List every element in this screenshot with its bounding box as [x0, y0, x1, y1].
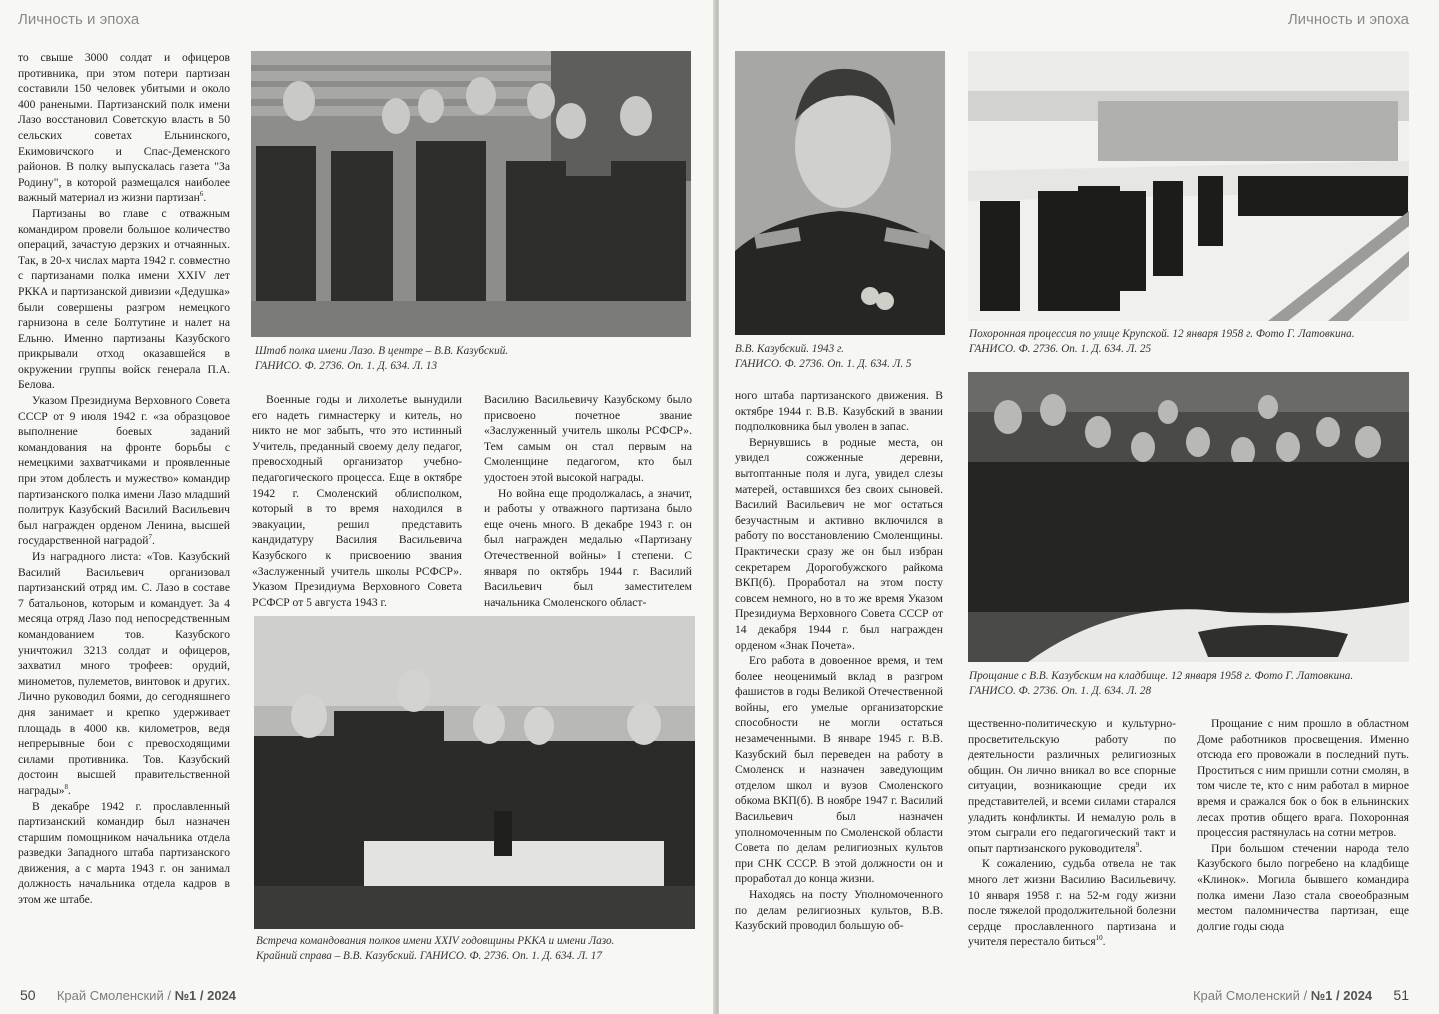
page-number: 51 — [1393, 987, 1409, 1003]
photo-commanders-meeting-image — [254, 616, 695, 929]
footnote-ref: 7 — [148, 533, 152, 542]
running-head: Личность и эпоха — [1287, 11, 1409, 28]
paragraph: Указом Президиума Верховного Совета СССР от 9 июля 1942 г. «за образцовое выполнение боевых заданий командования на фронте борьбы с немецкими захватчиками и проявленные при этом доблесть и мужество» командир партизанского полка имени Лазо младший политрук Казубский Василий Васильевич был награжден орденом Ленина, высшей государственной наградой$^7$. — [18, 394, 230, 548]
photo-funeral-procession-image — [968, 51, 1409, 321]
journal-name: Край Смоленский / — [56, 988, 171, 1003]
paragraph: Находясь на посту Уполномоченного по делам религиозных культов, В.В. Казубский проводил большую об- — [735, 888, 943, 933]
running-head: Личность и эпоха — [18, 11, 140, 28]
photo-commanders-meeting-caption: Встреча командования полков имени XXIV годовщины РККА и имени Лазо. Крайний справа – В.В. Казубский. ГАНИСО. Ф. 2736. Оп. 1. Д. 634. Л. 17 — [256, 935, 615, 962]
right-column-1 — [735, 388, 943, 934]
paragraph: Партизаны во главе с отважным командиром провели большое количество операций, зачастую дерзких и отчаянных. Так, в 20-х числах марта 1942 г. совместно с партизанами полка имени XXIV лет РККА и партизанской дивизии «Дедушка» были совершены разгром немецкого гарнизона в селе Болтутине и налет на Ельню. Именно партизаны Казубского прикрывали отход оказавшейся в окружении группы войск генерала П.А. Белова. — [18, 206, 230, 392]
photo-regiment-staff-caption: Штаб полка имени Лазо. В центре – В.В. Казубский. ГАНИСО. Ф. 2736. Оп. 1. Д. 634. Л. 13 — [255, 345, 509, 372]
photo-regiment-staff — [251, 51, 691, 337]
paragraph: В декабре 1942 г. прославленный партизанский командир был назначен старшим помощником начальника отдела разведки Западного штаба партизанского движения, а с марта 1943 г. он занимал должность начальника отдела кадров в этом же штабе. — [18, 799, 230, 907]
issue-number: №1 / 2024 — [174, 988, 237, 1003]
paragraph: К сожалению, судьба отвела не так много лет жизни Василию Васильевичу. 10 января 1958 г. на 52-м году жизни после тяжелой продолжительной болезни сердце прославленного партизана и учителя перестало биться$^{10}$. — [968, 857, 1176, 949]
photo-cemetery-farewell-image — [968, 372, 1409, 662]
photo-commanders-meeting — [254, 616, 695, 929]
photo-funeral-procession — [968, 51, 1409, 321]
paragraph: Василию Васильевичу Казубскому было присвоено почетное звание «Заслуженный учитель школы РСФСР». Тем самым он стал первым на Смоленщине педагогом, кто был удостоен этой высокой награды. — [484, 393, 692, 484]
paragraph: ного штаба партизанского движения. В октябре 1944 г. В.В. Казубский в звании подполковника был уволен в запас. — [735, 389, 943, 434]
photo-funeral-procession-caption: Похоронная процессия по улице Крупской. 12 января 1958 г. Фото Г. Латовкина. ГАНИСО. Ф. 2736. Оп. 1. Д. 634. Л. 25 — [969, 328, 1355, 355]
paragraph: Его работа в довоенное время, и тем более неоценимый вклад в разгром фашистов в годы Великой Отечественной войны, его умелые организаторские способности не могли остаться незамеченными. В январе 1945 г. В.В. Казубский был переведен на работу в Смоленск и назначен заведующим отделом школ и вузов Смоленского обкома ВКП(б). В ноябре 1947 г. Василий Васильевич был назначен уполномоченным по Смоленской области Совета по делам религиозных культов при СНК СССР. В этой должности он и проработал до конца жизни. — [735, 654, 943, 886]
photo-cemetery-farewell — [968, 372, 1409, 662]
left-page — [0, 0, 715, 1014]
photo-portrait-caption: В.В. Казубский. 1943 г. ГАНИСО. Ф. 2736. Оп. 1. Д. 634. Л. 5 — [735, 343, 912, 370]
photo-cemetery-farewell-caption: Прощание с В.В. Казубским на кладбище. 12 января 1958 г. Фото Г. Латовкина. ГАНИСО. Ф. 2736. Оп. 1. Д. 634. Л. 28 — [969, 670, 1354, 697]
paragraph: Из наградного листа: «Тов. Казубский Василий Васильевич организовал партизанский отряд им. С. Лазо в составе 7 батальонов, которым и командует. За 4 месяца отряд Лазо под непосредственным командованием тов. Казубского уничтожил 3213 солдат и офицеров, захватил много трофеев: орудий, минометов, пулеметов, винтовок и других. Лично руководил боями, до сегодняшнего дня занимает и крепко удерживает площадь в 4000 кв. километров, ведя непрерывные бои с превосходящими силами противника. Тов. Казубский достоин высшей правительственной награды»$^8$. — [18, 550, 230, 797]
paragraph: щественно-политическую и культурно-просветительскую работу по деятельности различных религиозных общин. Он лично вникал во все спорные ситуации, возникающие среди их представителей, и всеми силами старался уладить конфликты. И немалую роль в этом сыграли его педагогический такт и опыт партизанского руководителя$^9$. — [968, 717, 1176, 855]
paragraph: Но война еще продолжалась, а значит, и работы у отважного партизана было еще очень много. В декабре 1943 г. он был награжден медалью «Партизану Отечественной войны» I степени. С января по октябрь 1944 г. Василий Васильевич был заместителем начальника Смоленского област- — [484, 486, 692, 609]
page-number: 50 — [20, 987, 36, 1003]
paragraph: При большом стечении народа тело Казубского было погребено на кладбище «Клинок». Могила бывшего командира полка имени Лазо стала своеобразным местом паломничества партизан, еще долгие годы сюда — [1197, 841, 1409, 933]
photo-portrait — [735, 51, 945, 335]
journal-name: Край Смоленский / — [1192, 988, 1308, 1003]
footnote-ref: 6 — [199, 190, 204, 199]
issue-number: №1 / 2024 — [1310, 988, 1373, 1003]
paragraph: то свыше 3000 солдат и офицеров противника, при этом потери партизан составили 150 человек убитыми и около 400 ранеными. Партизанский полк имени Лазо восстановил Советскую власть в 50 сельских советах Ельнинского, Екимовичского и Спас-Деменского районов. В полку выпускалась газета "За Родину", в которой размещался наиболее важный материал из жизни партизан$^6$. — [18, 51, 230, 205]
footnote-ref: 10 — [1095, 934, 1103, 943]
paragraph: Прощание с ним прошло в областном Доме работников просвещения. Именно отсюда его провожали в последний путь. Проститься с ним пришли сотни смолян, в том числе те, кто с ним работал в мирное время и сражался бок о бок в ельнинских лесах против общего врага. Похоронная процессия растянулась на сотни метров. — [1197, 717, 1409, 840]
paragraph: Вернувшись в родные места, он увидел сожженные деревни, вытоптанные поля и луга, увидел слезы матерей, оставшихся без своих сыновей. Василий Васильевич не мог остаться безучастным и активно включился в работу по восстановлению Смоленщины. Практически сразу же он был избран секретарем Дорогобужского райкома ВКП(б). Проработал на этом посту совсем немного, но в то же время Указом Президиума Верховного Совета СССР от 14 декабря 1944 г. был награжден орденом «Знак Почета». — [735, 435, 943, 652]
left-column-1 — [18, 50, 230, 908]
left-column-2 — [252, 392, 462, 610]
right-column-3 — [1197, 716, 1409, 934]
paragraph: Военные годы и лихолетье вынудили его надеть гимнастерку и китель, но никто не мог забыть, что это истинный Учитель, преданный своему делу педагог, превосходный организатор учебно-педагогического процесса. Еще в октябре 1942 г. Смоленский облисполком, который в то время находился в эвакуации, решил представить кандидатуру Василия Васильевича Казубского к присвоению звания «Заслуженный учитель школы РСФСР». Указом Президиума Верховного Совета РСФСР от 5 августа 1943 г. — [252, 393, 462, 609]
left-page-footer — [20, 987, 236, 1003]
right-page — [719, 0, 1439, 1014]
photo-portrait-image — [735, 51, 945, 335]
right-column-2 — [968, 716, 1176, 950]
right-page-footer — [1193, 987, 1409, 1003]
left-column-3 — [484, 392, 692, 610]
photo-regiment-staff-image — [251, 51, 691, 337]
footnote-ref: 9 — [1135, 840, 1140, 849]
footnote-ref: 8 — [64, 783, 69, 792]
